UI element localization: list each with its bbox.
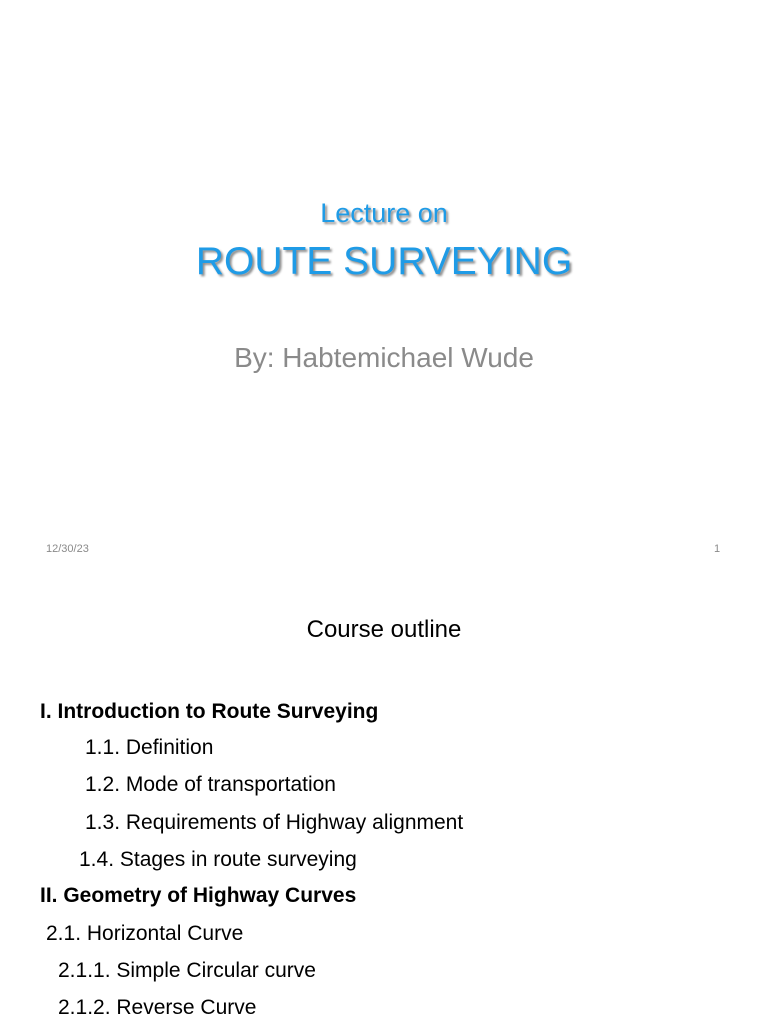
outline-item: 2.1. Horizontal Curve: [46, 922, 244, 945]
title-lecture-on: Lecture on: [320, 198, 448, 228]
slide-date: 12/30/23: [46, 543, 89, 555]
outline-item: 1.1. Definition: [85, 736, 214, 759]
outline-item: 1.4. Stages in route surveying: [79, 848, 357, 871]
outline-item: 2.1.2. Reverse Curve: [58, 996, 257, 1019]
slide-number: 1: [714, 543, 721, 555]
outline-title: Course outline: [306, 616, 462, 643]
author-subtitle: By: Habtemichael Wude: [234, 342, 534, 373]
outline-item: 1.3. Requirements of Highway alignment: [85, 811, 464, 834]
outline-item: 1.2. Mode of transportation: [85, 773, 336, 796]
slide-course-outline: [0, 576, 768, 1024]
outline-item: II. Geometry of Highway Curves: [40, 884, 357, 907]
outline-item: I. Introduction to Route Surveying: [40, 700, 379, 723]
outline-item: 2.1.1. Simple Circular curve: [58, 959, 316, 982]
title-route-surveying: ROUTE SURVEYING: [195, 240, 573, 283]
